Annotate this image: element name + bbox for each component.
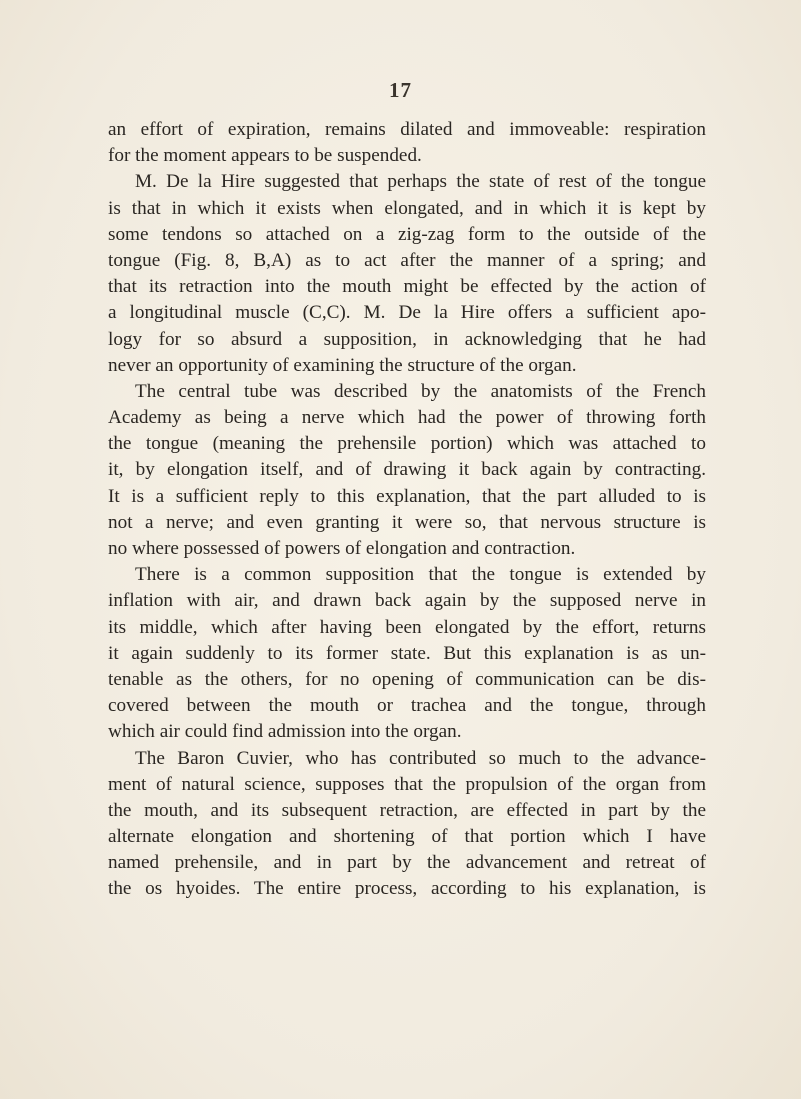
text-line: It is a sufficient reply to this explanation, that the part alluded to is: [108, 485, 706, 507]
text-line: is that in which it exists when elongated, and in which it is kept by: [108, 197, 706, 219]
text-line: a longitudinal muscle (C,C). M. De la Hire offers a sufficient apo-: [108, 302, 706, 324]
text-line: the mouth, and its subsequent retraction, are effected in part by the: [108, 799, 706, 821]
text-line: which air could find admission into the organ.: [108, 721, 462, 743]
text-line: an effort of expiration, remains dilated and immoveable: respiration: [108, 119, 706, 140]
text-line: not a nerve; and even granting it were so, that nervous structure is: [108, 511, 706, 533]
body-text: [108, 117, 706, 903]
text-line: alternate elongation and shortening of that portion which I have: [108, 826, 706, 848]
text-line: The central tube was described by the anatomists of the French: [135, 380, 706, 402]
text-line: its middle, which after having been elongated by the effort, returns: [108, 616, 706, 638]
text-line: named prehensile, and in part by the advancement and retreat of: [108, 852, 706, 874]
text-line: never an opportunity of examining the structure of the organ.: [108, 354, 577, 376]
text-line: the tongue (meaning the prehensile portion) which was attached to: [108, 433, 706, 455]
text-line: M. De la Hire suggested that perhaps the state of rest of the tongue: [135, 171, 706, 193]
text-line: some tendons so attached on a zig-zag form to the outside of the: [108, 223, 706, 245]
text-line: inflation with air, and drawn back again by the supposed nerve in: [108, 590, 706, 612]
text-line: that its retraction into the mouth might be effected by the action of: [108, 276, 706, 298]
text-line: no where possessed of powers of elongation and contraction.: [108, 538, 576, 559]
page-number: 17: [389, 78, 412, 102]
text-line: the os hyoides. The entire process, according to his explanation, is: [108, 878, 706, 900]
text-line: logy for so absurd a supposition, in acknowledging that he had: [108, 328, 706, 350]
text-line: it again suddenly to its former state. But this explanation is as un-: [108, 642, 706, 664]
text-line: tenable as the others, for no opening of communication can be dis-: [108, 668, 706, 690]
text-line: Academy as being a nerve which had the power of throwing forth: [108, 407, 706, 429]
text-line: for the moment appears to be suspended.: [108, 145, 422, 167]
text-line: it, by elongation itself, and of drawing it back again by contracting.: [108, 459, 706, 481]
text-line: The Baron Cuvier, who has contributed so much to the advance-: [135, 747, 706, 769]
text-line: covered between the mouth or trachea and the tongue, through: [108, 695, 706, 717]
text-line: tongue (Fig. 8, B,A) as to act after the manner of a spring; and: [108, 249, 706, 271]
text-line: ment of natural science, supposes that the propulsion of the organ from: [108, 773, 706, 795]
text-line: There is a common supposition that the tongue is extended by: [135, 564, 706, 586]
